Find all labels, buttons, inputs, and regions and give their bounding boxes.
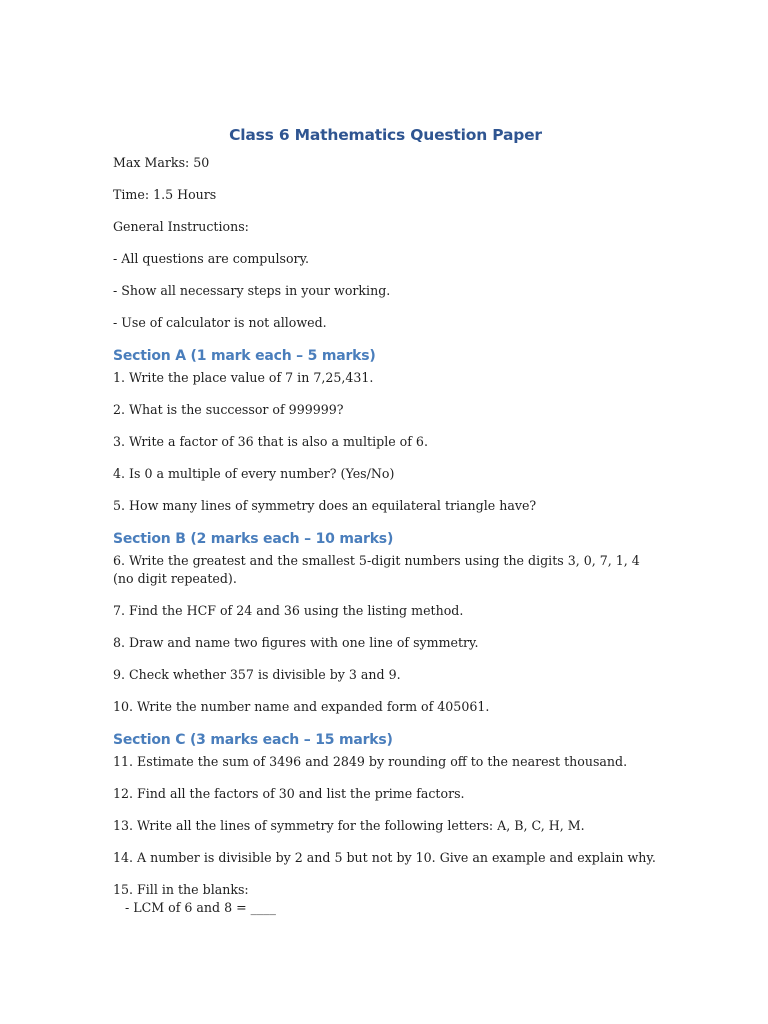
section-heading-b: Section B (2 marks each – 10 marks) (113, 531, 394, 547)
time-allowed: Time: 1.5 Hours (113, 187, 217, 202)
instructions-heading: General Instructions: (113, 219, 249, 234)
question-item: 7. Find the HCF of 24 and 36 using the listing method. (113, 603, 464, 618)
question-item: 13. Write all the lines of symmetry for the following letters: A, B, C, H, M. (113, 818, 585, 833)
instruction-item: - Use of calculator is not allowed. (113, 315, 327, 330)
question-item: 5. How many lines of symmetry does an equilateral triangle have? (113, 498, 537, 513)
section-heading-a: Section A (1 mark each – 5 marks) (113, 348, 376, 364)
question-item: 8. Draw and name two figures with one line of symmetry. (113, 635, 479, 650)
page-title: Class 6 Mathematics Question Paper (229, 126, 542, 144)
question-item: 10. Write the number name and expanded form of 405061. (113, 699, 490, 714)
question-item: 15. Fill in the blanks: (113, 882, 249, 897)
question-item: 6. Write the greatest and the smallest 5-digit numbers using the digits 3, 0, 7, 1, 4 (no digit repeated). (113, 553, 640, 586)
question-item: 9. Check whether 357 is divisible by 3 and 9. (113, 667, 401, 682)
question-item: 3. Write a factor of 36 that is also a multiple of 6. (113, 434, 428, 449)
max-marks: Max Marks: 50 (113, 155, 210, 170)
question-item: 14. A number is divisible by 2 and 5 but not by 10. Give an example and explain why. (113, 850, 656, 865)
question-item: 1. Write the place value of 7 in 7,25,431. (113, 370, 374, 385)
question-paper-page (113, 125, 658, 917)
instruction-item: - Show all necessary steps in your working. (113, 283, 391, 298)
question-item: 11. Estimate the sum of 3496 and 2849 by rounding off to the nearest thousand. (113, 754, 628, 769)
fill-blank-item: - LCM of 6 and 8 = ____ (125, 900, 276, 915)
section-heading-c: Section C (3 marks each – 15 marks) (113, 732, 393, 748)
question-item: 4. Is 0 a multiple of every number? (Yes/No) (113, 466, 395, 481)
question-item: 2. What is the successor of 999999? (113, 402, 344, 417)
question-item: 12. Find all the factors of 30 and list the prime factors. (113, 786, 465, 801)
instruction-item: - All questions are compulsory. (113, 251, 310, 266)
